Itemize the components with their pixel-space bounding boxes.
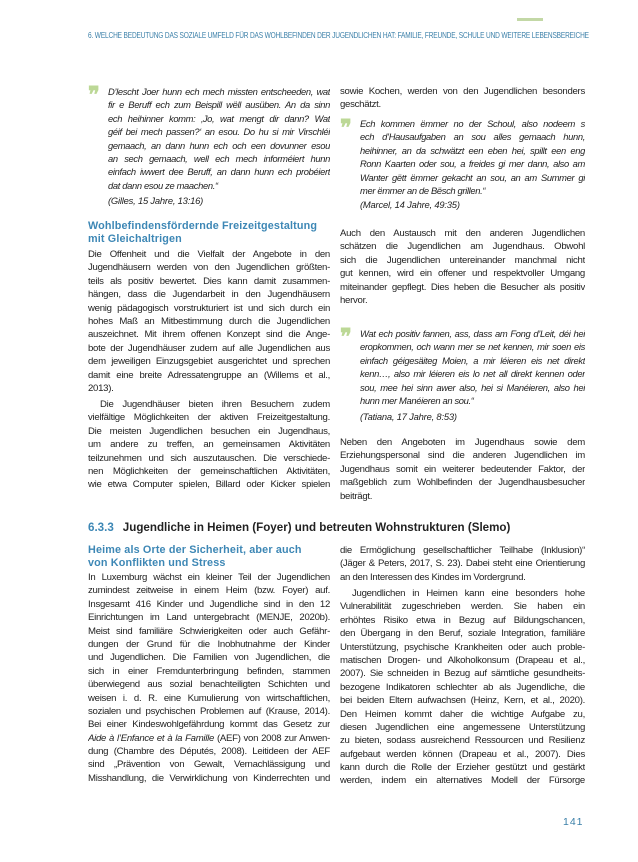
text-line: wie etwa Computer spielen, Billard oder Kicker spielen: [88, 479, 330, 491]
text-line: sich die Jugendlichen untereinander manchmal nicht: [340, 254, 585, 266]
text-line: zumindest zeitweise in einem Heim (bzw. Foyer) auf.: [88, 585, 330, 597]
text-line: Misshandlung, die Verwirklichung von Kinderrechten und: [88, 772, 330, 784]
text-line: erhöhtes Risiko etwa in Bezug auf Bildungschancen,: [340, 614, 585, 626]
text-line: sou, mee hei sinn awer also, hei si Manéieren, also hei: [360, 381, 585, 393]
text-segment: (AEF) von 2008 zur Anwen-: [214, 732, 330, 744]
text-line: D’lescht Joer hunn ech mech missten entscheeden, wat: [108, 86, 330, 97]
text-line: Jugendhaus somit ein weiterer bedeutender Faktor, der: [340, 463, 585, 475]
text-line: bei beiden Eltern aufwachsen (Heinz, Kern, et al., 2020).: [340, 695, 585, 707]
subheading-freizeit: [88, 220, 317, 245]
text-line: bote der Jugendhäuser zudem auf alle Jugendlichen aus: [88, 342, 330, 354]
quote-marcel: [360, 117, 585, 197]
text-line: matischen Drogen- und Alkoholkonsum (Drapeau et al.,: [340, 654, 585, 666]
text-line: die Ermöglichung gesellschaftlicher Teilhabe (Inklusion)“: [340, 545, 585, 556]
text-line: Auch den Austausch mit den anderen Jugendlichen: [340, 228, 585, 239]
text-line: Wanter gëtt ëmmer gekacht an sou, an am Summer gi: [360, 171, 585, 183]
paragraph: [88, 248, 330, 395]
text-line: aufgebaut werden können (Drapeau et al., 2007). Dies: [340, 748, 585, 760]
text-line: hängen, dass die Jugendarbeit in den Jugendhäusern: [88, 289, 330, 301]
section-title: Jugendliche in Heimen (Foyer) und betreuten Wohnstrukturen (Slemo): [122, 521, 511, 534]
quote-attribution: (Tatiana, 17 Jahre, 8:53): [360, 411, 457, 422]
text-line: Die Jugendhäuser bieten ihren Besuchern zudem: [100, 399, 330, 410]
text-line: zu bieten, sodass ausreichend Ressourcen und Resilienz: [340, 735, 585, 747]
text-line: Einrichtungen im Land untergebracht (MENJE, 2020b).: [88, 612, 330, 624]
text-line: damit eine breite Adressatengruppe an (Willems et al.,: [88, 369, 330, 381]
text-line: 2013).: [88, 382, 114, 394]
paragraph: [88, 398, 330, 492]
text-line: hohes Maß an Mitbestimmung durch die Jugendlichen: [88, 315, 330, 327]
text-line: wenig pädagogisch vorstrukturiert ist und sich durch ein: [88, 302, 330, 314]
text-line: miteinander gepflegt. Dies heben die Besucher als positiv: [340, 281, 585, 293]
text-line: einfach géigesäiteg Moien, a mir léieren eis net direkt: [360, 354, 585, 366]
text-line: gemaach, an dann hunn ech och een dovunner esou: [108, 139, 330, 151]
quote-attribution: (Gilles, 15 Jahre, 13:16): [108, 195, 204, 206]
text-line: Ronn Kaarten oder sou, a freides gi mer dann, also am: [360, 158, 585, 170]
subheading-heime: [88, 544, 302, 569]
text-line: kann durch die Rolle der Erzieher gestützt und gestärkt: [340, 762, 585, 774]
paragraph: [340, 544, 585, 584]
text-line: teilzunehmen und sich auszutauschen. Die verschiede-: [88, 452, 330, 464]
text-line: und Jugendlichen. Die Familien von Jugendlichen, die: [88, 652, 330, 664]
text-line: bezogene Indikatoren schlechter ab als Jugendliche, die: [340, 681, 585, 693]
text-line: Vulnerabilität zugeschrieben werden. Sie haben ein: [340, 601, 585, 613]
text-line: dat dann esou ze maachen.“: [108, 179, 218, 191]
text-line: überwiegend aus sozial benachteiligten Schichten und: [88, 679, 330, 691]
text-line: dung (Chambre des Députés, 2008). Leitideen der AEF: [88, 746, 330, 758]
header-accent-bar: [517, 18, 543, 21]
text-line: Jugendhäusern werden von den Jugendlichen größten-: [88, 262, 330, 274]
paragraph: [340, 436, 585, 503]
text-line: In Luxemburg wächst ein kleiner Teil der Jugendlichen: [88, 572, 330, 583]
text-line: schätzen die Jugendlichen am Jugendhaus. Obwohl: [340, 241, 585, 253]
text-line: Neben den Angeboten im Jugendhaus sowie dem: [340, 437, 585, 448]
text-line: diesen Jugendlichen eine angemessene Unterstützung: [340, 721, 585, 733]
text-line: Jugendlichen in Heimen kann eine besonders hohe: [352, 588, 585, 599]
text-line: Ech kommen ëmmer no der Schoul, also nodeem s: [360, 118, 585, 129]
section-number: 6.3.3: [88, 521, 114, 534]
text-line: weisen i. d. R. eine Kumulierung von wirtschaftlichen,: [88, 692, 330, 704]
text-line: hunn mer Manéieren an sou.“: [360, 394, 474, 406]
text-line: géif bei mech passen?‘ an esou. Do hu si mir Virschléi: [108, 126, 330, 138]
text-line: ech heihinner komm: ‚Jo, wat mengt dir dann? Wat: [108, 112, 330, 124]
text-line: ech d’Hausaufgaben an sou alles gemaach hunn,: [360, 131, 585, 143]
quote-mark-icon: ❞: [340, 324, 352, 350]
paragraph: [88, 571, 330, 785]
text-line: Die meisten Jugendlichen besuchen ein Jugendhaus,: [88, 425, 330, 437]
quote-attribution: (Marcel, 14 Jahre, 49:35): [360, 199, 460, 210]
text-line: teils als positiv bewertet. Dies kann damit zusammen-: [88, 275, 330, 287]
text-line: geschätzt.: [340, 99, 381, 111]
text-line: beiträgt.: [340, 490, 373, 502]
quote-gilles: [108, 85, 330, 192]
page-number: 141: [563, 816, 584, 828]
text-line: kenn…, also mir léieren eis lo net all direkt kennen oder: [360, 368, 585, 380]
subheading-line: mit Gleichaltrigen: [88, 232, 182, 245]
subheading-line: Heime als Orte der Sicherheit, aber auch: [88, 544, 302, 556]
quote-mark-icon: ❞: [88, 82, 100, 108]
text-line: maßgeblich zum Wohlbefinden der Jugendhausbesucher: [340, 477, 585, 489]
text-line: mer ëmmer an de Bësch grillen.“: [360, 184, 486, 196]
quote-tatiana: [360, 327, 585, 407]
text-line: einfach iwwert dee Beruff, an dann hunn ech probéiert: [108, 166, 330, 178]
subheading-line: von Konflikten und Stress: [88, 556, 226, 569]
text-line: fir e Beruff ech zum Beispill wëll ausüben. An da sinn: [108, 99, 330, 111]
text-line: den Übergang in den Beruf, soziale Integration, familiäre: [340, 628, 585, 640]
text-line: Die Offenheit und die Vielfalt der Angebote in den: [88, 249, 330, 260]
subheading-line: Wohlbefindensfördernde Freizeitgestaltung: [88, 220, 318, 232]
text-line: sowie Kochen, werden von den Jugendlichen besonders: [340, 86, 585, 97]
text-line: vielfältige Möglichkeiten der aktiven Freizeitgestaltung.: [88, 412, 330, 424]
text-line: sind „Prävention von Gewalt, Vernachlässigung und: [88, 759, 330, 771]
text-line: dungen der Grund für die Inobhutnahme der Kinder: [88, 638, 330, 650]
text-line: an den Interessen des Kindes im Vordergrund.: [340, 571, 526, 583]
text-line: um andere zu treffen, an gemeinsamen Aktivitäten: [88, 439, 330, 451]
text-line: auszeichnet. Mit ihrem offenen Konzept sind die Ange-: [88, 329, 330, 341]
paragraph: [340, 85, 585, 112]
text-line: hervor.: [340, 294, 368, 306]
text-line: Den Heimen kommt daher die wichtige Aufgabe zu,: [340, 708, 585, 720]
text-line: an sech gemaach, well ech mech informéiert hunn: [108, 152, 330, 164]
text-line: Erziehungspersonal sind die anderen Jugendlichen im: [340, 450, 585, 462]
text-line: Bei einer Kindeswohlgefährdung kommt das Gesetz zur: [88, 719, 330, 731]
text-line: nen Möglichkeiten der gemeinschaftlichen Aktivitäten,: [88, 465, 330, 477]
quote-mark-icon: ❞: [340, 115, 352, 141]
text-line: Unterstützung, psychische Krankheiten oder auch proble-: [340, 641, 585, 653]
text-line: Wat ech positiv fannen, ass, dass am Fong d’Leit, déi hei: [360, 328, 585, 339]
paragraph: [340, 587, 585, 788]
text-line: Meist sind familiäre Schwierigkeiten oder auch Gefähr-: [88, 625, 330, 637]
text-line: heihinner, an da schwätzt een eben hei, spillt een eng: [360, 144, 585, 156]
text-line: gut kennen, wird ein offener und respektvoller Umgang: [340, 268, 585, 280]
text-line: eropkommen, och wann mer se net kennen, mir soen eis: [360, 341, 585, 353]
text-line: werden, indem ein alternatives Modell der Fürsorge: [340, 775, 585, 787]
running-header: 6. WELCHE BEDEUTUNG DAS SOZIALE UMFELD FÜR DAS WOHLBEFINDEN DER JUGENDLICHEN HAT: FAMILIE, FREUNDE, SCHULE UND WEITERE LEBENSBEREICHE: [88, 31, 589, 40]
text-line: 2007). Sie schneiden in Bezug auf sämtliche gesundheits-: [340, 668, 585, 680]
paragraph: [340, 227, 585, 307]
italic-title: Aide à l’Enfance et à la Famille: [88, 732, 215, 744]
text-line: [88, 732, 330, 745]
section-heading: [88, 521, 510, 534]
text-line: sich in einer Fremdunterbringung befinden, stammen: [88, 665, 330, 677]
text-line: (Jäger & Peters, 2017, S. 23). Dabei steht eine Orientierung: [340, 558, 585, 570]
text-line: sozialen und psychischen Problemen auf (Krause, 2014).: [88, 705, 330, 717]
text-line: Insgesamt 416 Kinder und Jugendliche sind in den 12: [88, 598, 330, 610]
text-line: dem jeweiligen Einzugsgebiet ausgerichtet und sprechen: [88, 356, 330, 368]
